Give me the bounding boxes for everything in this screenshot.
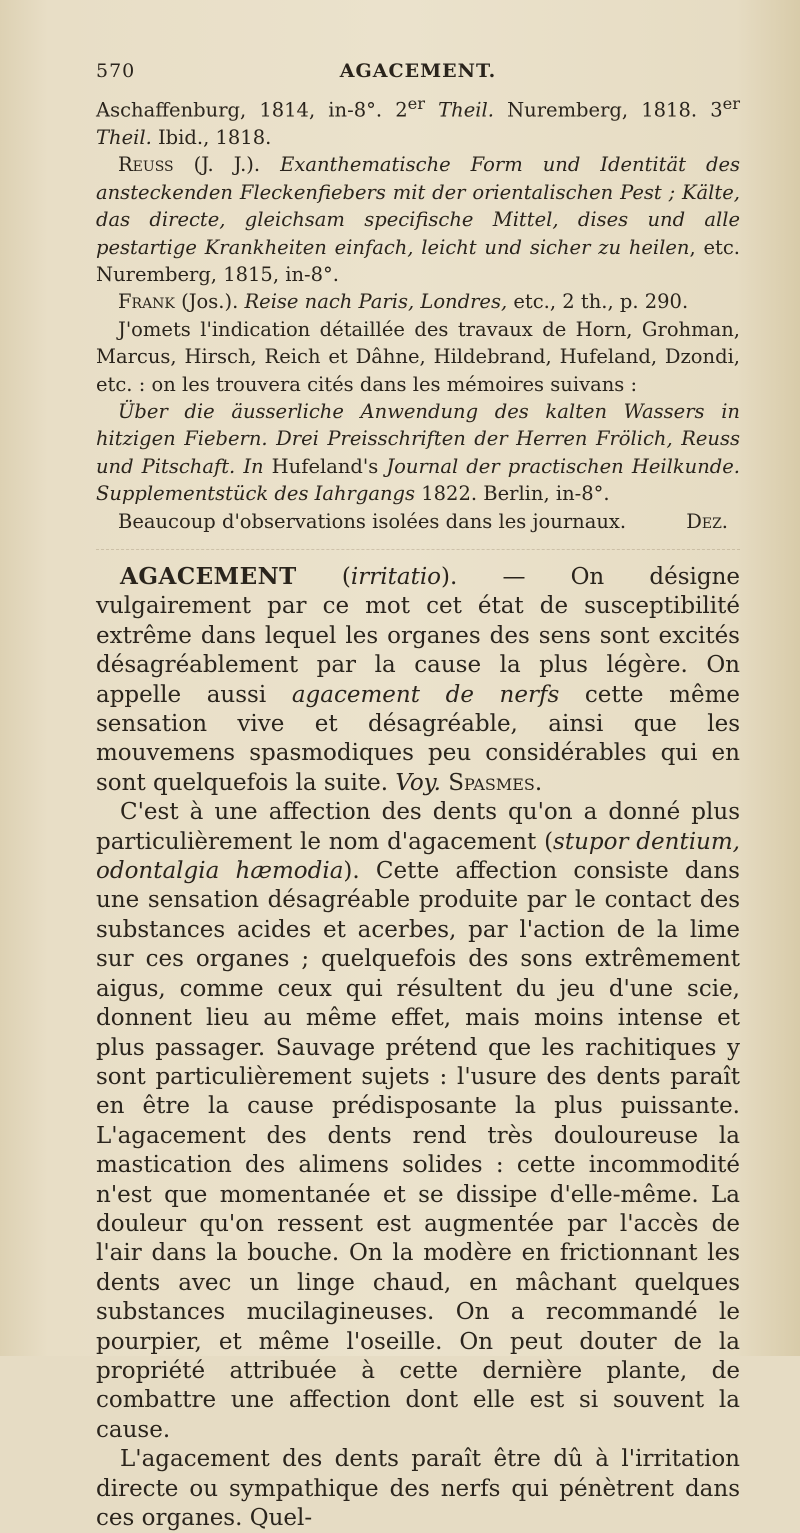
bibliography-section	[96, 90, 740, 535]
author-signature: Dez.	[686, 509, 728, 533]
page-number: 570	[96, 60, 136, 82]
running-head	[96, 60, 740, 90]
article-paragraph: L'agacement des dents paraît être dû à l'irritation directe ou sympathique des nerfs qui pénètrent dans ces organes. Quel-	[96, 1446, 740, 1531]
reference-reuss: Reuss (J. J.). Exanthematische Form und Identität des ansteckenden Fleckenfiebers mit der orientalischen Pest ; Kälte, das directe, gleichsam specifische Mittel, dises und alle pestartige Krankheiten einfach, leicht und sicher zu heilen, etc. Nuremberg, 1815, in-8°.	[96, 153, 740, 286]
reference-frank: Frank (Jos.). Reise nach Paris, Londres, etc., 2 th., p. 290.	[118, 290, 689, 314]
article-agacement	[96, 562, 740, 1533]
cross-reference: Spasmes.	[440, 769, 543, 796]
headword: AGACEMENT	[120, 563, 297, 590]
running-title: AGACEMENT.	[339, 60, 497, 82]
article-paragraph: C'est à une affection des dents qu'on a donné plus particulièrement le nom d'agacement (stupor dentium, odontalgia hæmodia). Cette affection consiste dans une sensation désagréable produite par le contact des substances acides et acerbes, par l'action de la lime sur ces organes ; quelquefois des sons extrêmement aigus, comme ceux qui résultent du jeu d'une scie, donnent lieu au même effet, mais moins intense et plus passager. Sauvage prétend que les rachitiques y sont particulièrement sujets : l'usure des dents paraît en être la cause prédisposante la plus puissante. L'agacement des dents rend très douloureuse la mastication des alimens solides : cette incommodité n'est que momentanée et se dissipe d'elle-même. La douleur qu'on ressent est augmentée par l'accès de l'air dans la bouche. On la modère en frictionnant les dents avec un linge chaud, en mâchant quelques substances mucilagineuses. On a recommandé le pourpier, et même l'oseille. On peut douter de la propriété attribuée à cette dernière plante, de combattre une affection dont elle est si souvent la cause.	[96, 799, 740, 1443]
reference-note: J'omets l'indication détaillée des travaux de Horn, Grohman, Marcus, Hirsch, Reich et Dâhne, Hildebrand, Hufeland, Dzondi, etc. : on les trouvera cités dans les mémoires suivans :	[96, 317, 740, 396]
reference-continuation: Aschaffenburg, 1814, in-8°. 2er Theil. Nuremberg, 1818. 3er Theil. Ibid., 1818.	[96, 94, 740, 149]
reference-preisschriften: Über die äusserliche Anwendung des kalten Wassers in hitzigen Fiebern. Drei Preisschriften der Herren Frölich, Reuss und Pitschaft. In Hufeland's Journal der practischen Heilkunde. Supplementstück des Iahrgangs 1822. Berlin, in-8°.	[96, 399, 740, 506]
section-divider	[96, 549, 740, 550]
reference-closing: Beaucoup d'observations isolées dans les journaux. Dez.	[96, 508, 740, 535]
article-paragraph: AGACEMENT (irritatio). — On désigne vulgairement par ce mot cet état de susceptibilité extrême dans lequel les organes des sens sont excités désagréablement par la cause la plus légère. On appelle aussi agacement de nerfs cette même sensation vive et désagréable, ainsi que les mouvemens spasmodiques peu considérables qui en sont quelquefois la suite. Voy. Spasmes.	[96, 563, 740, 796]
